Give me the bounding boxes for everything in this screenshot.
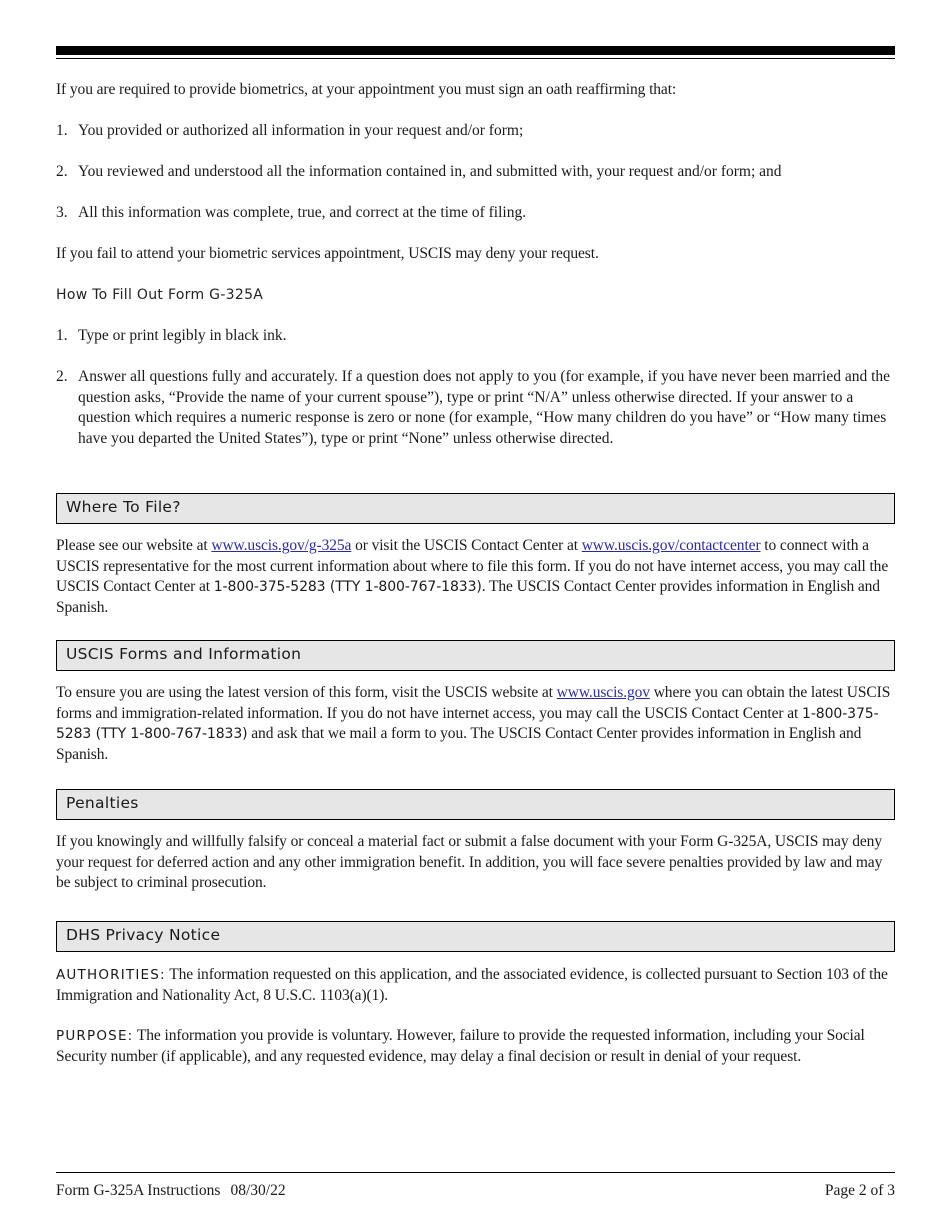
text-run: The information requested on this application, and the associated evidence, is collected pursuant to Section 103 of the Immigration and Nationality Act, 8 U.S.C. 1103(a)(1). [56, 966, 888, 1004]
text-run: to connect with a USCIS representative for the most current information about where to file this form. If you do not have internet access, you may call the USCIS Contact Center at [56, 537, 889, 595]
g325a-link[interactable]: www.uscis.gov/g-325a [211, 537, 352, 554]
list-item-number: 1. [56, 327, 68, 344]
list-item-text: You reviewed and understood all the information contained in, and submitted with, your request and/or form; and [78, 163, 782, 180]
footer-rule [56, 1172, 895, 1173]
section-title: USCIS Forms and Information [66, 645, 302, 663]
list-item [56, 162, 895, 183]
text-run: where you can obtain the latest USCIS forms and immigration-related information. If you do not have internet access, you may call the USCIS Contact Center at [56, 684, 891, 722]
penalties-header [56, 789, 895, 820]
penalties-text: If you knowingly and willfully falsify or conceal a material fact or submit a false document with your Form G-325A, USCIS may deny your request for deferred action and any other immigration benefit. In addition, you will face severe penalties provided by law and may be subject to criminal prosecution. [56, 833, 883, 891]
list-item-text: You provided or authorized all information in your request and/or form; [78, 122, 524, 139]
footer-date: 08/30/22 [230, 1182, 286, 1199]
list-item [56, 121, 895, 142]
purpose-text [56, 1026, 895, 1067]
text-run: The information you provide is voluntary. However, failure to provide the requested information, including your Social Security number (if applicable), and any requested evidence, may delay a final decision or result in denial of your request. [56, 1027, 865, 1065]
list-item-text: Type or print legibly in black ink. [78, 327, 287, 344]
section-title: DHS Privacy Notice [66, 926, 221, 944]
list-item [56, 203, 895, 224]
uscis-link[interactable]: www.uscis.gov [556, 684, 650, 701]
biometrics-intro: If you are required to provide biometrics, at your appointment you must sign an oath reaffirming that: [56, 81, 677, 98]
text-run: and ask that we mail a form to you. The USCIS Contact Center provides information in English and Spanish. [56, 725, 862, 763]
how-to-fill-heading: How To Fill Out Form G-325A [56, 287, 264, 303]
forms-info-text [56, 683, 895, 765]
text-run: Please see our website at [56, 537, 212, 554]
phone-number: 1-800-375-5283 (TTY 1-800-767-1833) [213, 579, 482, 595]
list-item-text: Answer all questions fully and accurately. If a question does not apply to you (for example, if you have never been married and the question asks, “Provide the name of your current spouse”), type or print “N/A” unless otherwise directed. If your answer to a question which requires a numeric response is zero or none (for example, “How many children do you have” or “How many times have you departed the United States”), type or print “None” unless otherwise directed. [78, 368, 891, 447]
list-item [56, 326, 895, 347]
footer-form-info [56, 1182, 286, 1200]
list-item-text: All this information was complete, true, and correct at the time of filing. [78, 204, 527, 221]
list-item-number: 2. [56, 368, 68, 385]
phone-number: 1-800-375-5283 (TTY 1-800-767-1833) [56, 705, 879, 742]
section-title: Where To File? [66, 498, 181, 516]
list-item [56, 367, 895, 449]
list-item-number: 1. [56, 122, 68, 139]
header-rule-thick [56, 46, 895, 55]
purpose-label: PURPOSE: [56, 1028, 134, 1044]
where-to-file-header [56, 493, 895, 524]
text-run: . The USCIS Contact Center provides information in English and Spanish. [56, 578, 880, 616]
biometrics-warning: If you fail to attend your biometric services appointment, USCIS may deny your request. [56, 245, 599, 262]
footer-form-name: Form G-325A Instructions [56, 1182, 221, 1199]
text-run: or visit the USCIS Contact Center at [351, 537, 582, 554]
header-rule-thin [56, 58, 895, 59]
section-title: Penalties [66, 794, 139, 812]
privacy-header [56, 921, 895, 952]
text-run: To ensure you are using the latest version of this form, visit the USCIS website at [56, 684, 557, 701]
authorities-label: AUTHORITIES: [56, 967, 166, 983]
authorities-text [56, 965, 895, 1006]
where-to-file-text [56, 536, 895, 618]
footer-page-number: Page 2 of 3 [824, 1182, 895, 1199]
forms-info-header [56, 640, 895, 671]
list-item-number: 2. [56, 163, 68, 180]
contactcenter-link[interactable]: www.uscis.gov/contactcenter [581, 537, 761, 554]
list-item-number: 3. [56, 204, 68, 221]
